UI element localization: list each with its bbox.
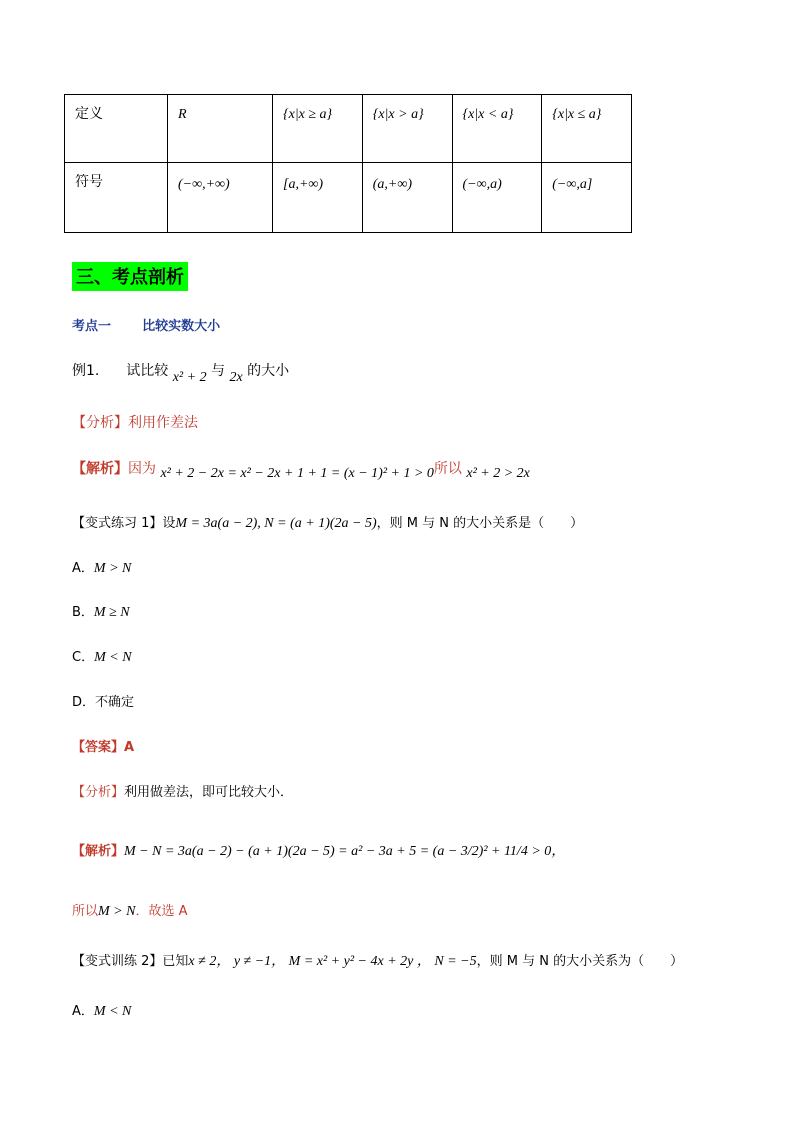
conclusion-2: [72, 900, 188, 920]
conclusion-expr: M > N: [98, 904, 136, 919]
exercise-post: ，则 M 与 N 的大小关系为（ ）: [476, 954, 684, 969]
option-a: [72, 557, 131, 577]
section-title: 三、考点剖析: [72, 262, 188, 291]
example-post: 的大小: [247, 363, 290, 379]
table-cell: R: [168, 95, 273, 163]
exercise-tag: 【变式训练 2】: [72, 954, 163, 969]
analysis-1: [72, 412, 198, 432]
answer-1: [72, 736, 134, 755]
exercise-expr: x ≠ 2， y ≠ −1， M = x² + y² − 4x + 2y ， N = −5: [188, 954, 477, 969]
exercise-post: ，则 M 与 N 的大小关系是（ ）: [376, 516, 584, 531]
solution-expr-2: x² + 2 > 2x: [466, 466, 530, 481]
solution-tag: 【解析】: [72, 844, 125, 859]
row-header: 定义: [65, 95, 168, 163]
option-text: 不确定: [95, 695, 135, 710]
example-text: 试比较: [126, 363, 169, 379]
option-c: [72, 646, 132, 666]
exercise-1: [72, 512, 583, 532]
kaodian-heading: [72, 315, 220, 334]
example-expr-2: 2x: [229, 370, 243, 385]
interval-table: [64, 94, 632, 233]
conclusion-pre: 所以: [72, 904, 99, 919]
table-cell: {x|x ≤ a}: [542, 95, 632, 163]
solution-pre: 因为: [128, 461, 156, 477]
table-cell: {x|x ≥ a}: [273, 95, 363, 163]
example-1: [72, 360, 290, 385]
table-cell: {x|x > a}: [362, 95, 452, 163]
kaodian-label: 考点一: [72, 319, 112, 334]
answer-text: A: [124, 740, 135, 755]
table-row: [65, 95, 632, 163]
option-text: M > N: [93, 561, 132, 576]
option-letter: A．: [72, 1004, 94, 1019]
example-label: 例1.: [72, 363, 100, 379]
conclusion-post: ．故选 A: [135, 904, 188, 919]
table-cell: (−∞,a): [452, 163, 542, 233]
answer-tag: 【答案】: [72, 740, 125, 755]
solution-2: [72, 840, 565, 860]
solution-mid: 所以: [433, 461, 462, 477]
option-letter: C．: [72, 650, 95, 665]
analysis-tag: 【分析】: [72, 415, 128, 431]
option-d: [72, 691, 134, 710]
analysis-tag: 【分析】: [72, 785, 125, 800]
exercise-2: [72, 950, 683, 970]
option-b: [72, 601, 130, 621]
solution-expr: M − N = 3a(a − 2) − (a + 1)(2a − 5) = a² − 3a + 5 = (a − 3/2)² + 11/4 > 0，: [124, 844, 566, 859]
exercise-expr: M = 3a(a − 2), N = (a + 1)(2a − 5): [175, 516, 377, 531]
table-row: [65, 163, 632, 233]
analysis-text: 利用作差法: [128, 415, 198, 431]
exercise-tag: 【变式练习 1】: [72, 516, 163, 531]
table-cell: (−∞,a]: [542, 163, 632, 233]
table-cell: {x|x < a}: [452, 95, 542, 163]
kaodian-title: 比较实数大小: [142, 319, 221, 334]
example-mid: 与: [211, 363, 226, 379]
analysis-text: 利用做差法，即可比较大小．: [124, 785, 294, 800]
option-letter: A．: [72, 561, 94, 576]
exercise-pre: 已知: [162, 954, 189, 969]
row-header: 符号: [65, 163, 168, 233]
option-a: [72, 1000, 131, 1020]
table-cell: (a,+∞): [362, 163, 452, 233]
solution-expr: x² + 2 − 2x = x² − 2x + 1 + 1 = (x − 1)² + 1 > 0: [160, 466, 434, 481]
option-text: M < N: [94, 650, 132, 665]
solution-tag: 【解析】: [72, 461, 128, 477]
option-letter: B．: [72, 605, 94, 620]
analysis-2: [72, 781, 293, 800]
option-text: M ≥ N: [93, 605, 130, 620]
exercise-pre: 设: [162, 516, 176, 531]
option-letter: D．: [72, 695, 96, 710]
table-cell: (−∞,+∞): [168, 163, 273, 233]
example-expr-1: x² + 2: [172, 370, 207, 385]
table-cell: [a,+∞): [273, 163, 363, 233]
option-text: M < N: [93, 1004, 132, 1019]
solution-1: [72, 458, 530, 481]
